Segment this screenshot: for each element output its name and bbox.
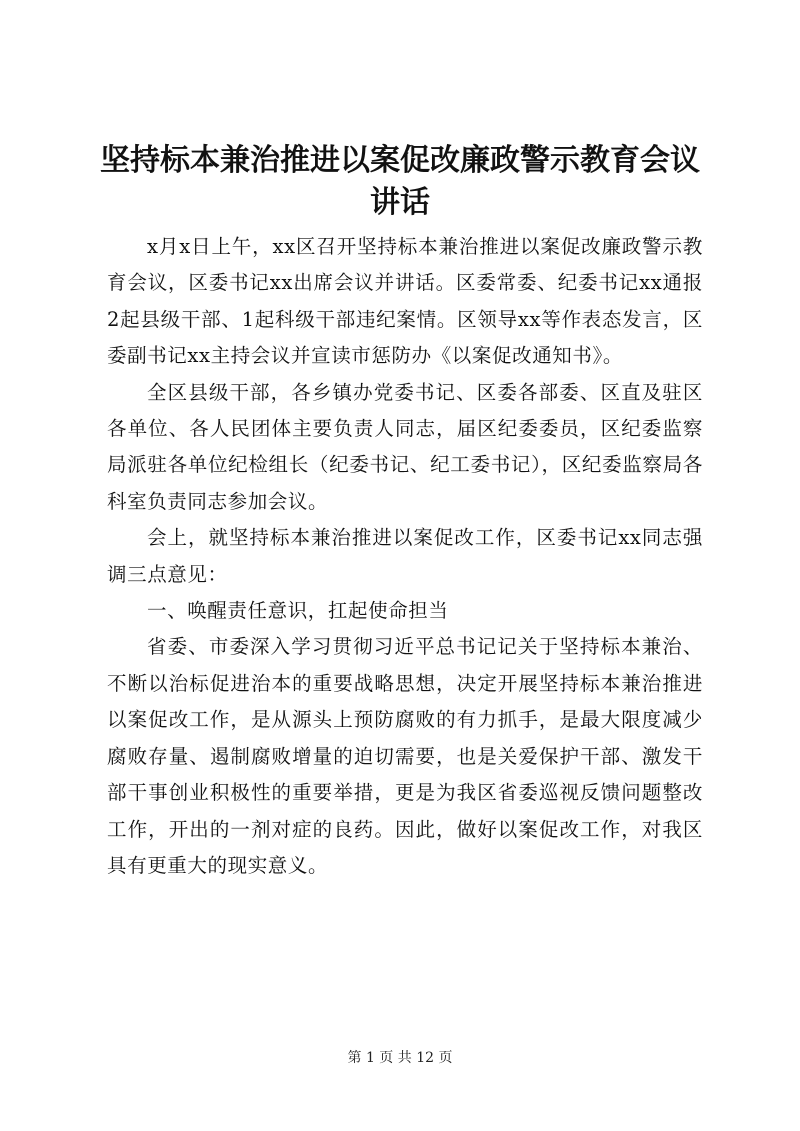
paragraph-attendees: 全区县级干部，各乡镇办党委书记、区委各部委、区直及驻区各单位、各人民团体主要负责人同志，届区纪委委员，区纪委监察局派驻各单位纪检组长（纪委书记、纪工委书记），区纪委监察局各科室负责同志参加会议。 bbox=[107, 380, 703, 513]
document-body bbox=[107, 229, 703, 884]
paragraph-opinions-intro: 会上，就坚持标本兼治推进以案促改工作，区委书记xx同志强调三点意见： bbox=[107, 526, 703, 586]
page-footer: 第 1 页 共 12 页 bbox=[347, 1050, 453, 1066]
document-title: 坚持标本兼治推进以案促改廉政警示教育会议讲话 bbox=[100, 143, 700, 220]
paragraph-section-1-body: 省委、市委深入学习贯彻习近平总书记记关于坚持标本兼治、不断以治标促进治本的重要战略思想，决定开展坚持标本兼治推进以案促改工作，是从源头上预防腐败的有力抓手，是最大限度减少腐败存量、遏制腐败增量的迫切需要，也是关爱保护干部、激发干部干事创业积极性的重要举措，更是为我区省委巡视反馈问题整改工作，开出的一剂对症的良药。因此，做好以案促改工作，对我区具有更重大的现实意义。 bbox=[107, 635, 703, 877]
paragraph-meeting-summary: x月x日上午，xx区召开坚持标本兼治推进以案促改廉政警示教育会议，区委书记xx出席会议并讲话。区委常委、纪委书记xx通报2起县级干部、1起科级干部违纪案情。区领导xx等作表态发言，区委副书记xx主持会议并宣读市惩防办《以案促改通知书》。 bbox=[107, 235, 703, 368]
section-heading-1: 一、唤醒责任意识，扛起使命担当 bbox=[147, 599, 449, 623]
